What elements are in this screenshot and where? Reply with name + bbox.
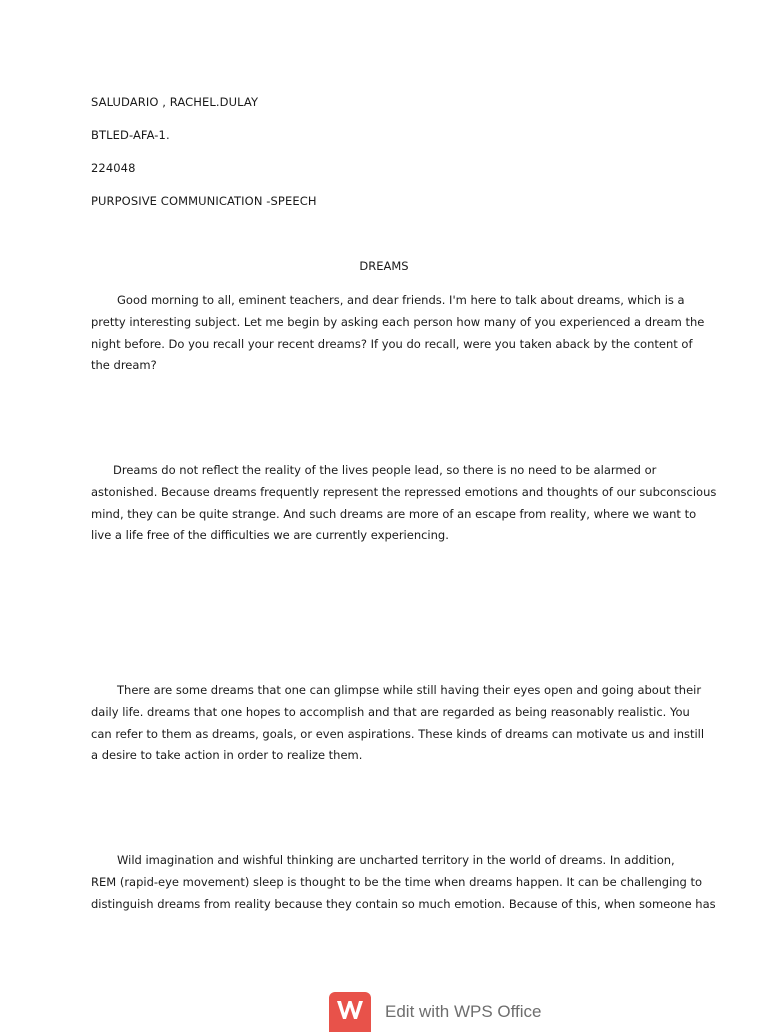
- author-name: SALUDARIO , RACHEL.DULAY: [91, 95, 259, 109]
- paragraph-line: There are some dreams that one can glimpse while still having their eyes open and going about their: [117, 683, 702, 697]
- paragraph-line: night before. Do you recall your recent dreams? If you do recall, were you taken aback by the content of: [91, 336, 693, 351]
- id-number: 224048: [91, 161, 136, 175]
- paragraph-4: [91, 850, 716, 915]
- paragraph-line: mind, they can be quite strange. And such dreams are more of an escape from reality, where we want to: [91, 506, 697, 521]
- paragraph-line: Wild imagination and wishful thinking are uncharted territory in the world of dreams. In addition,: [117, 853, 675, 867]
- subject-line: PURPOSIVE COMMUNICATION -SPEECH: [91, 194, 317, 208]
- paragraph-1: [91, 290, 705, 377]
- wps-logo-icon: [329, 992, 371, 1032]
- paragraph-2: [91, 460, 717, 547]
- paragraph-3: [91, 680, 705, 767]
- paragraph-line: Dreams do not reflect the reality of the lives people lead, so there is no need to be alarmed or: [113, 463, 657, 477]
- paragraph-line: pretty interesting subject. Let me begin by asking each person how many of you experienced a dream the: [91, 314, 705, 329]
- paragraph-line: daily life. dreams that one hopes to accomplish and that are regarded as being reasonably realistic. You: [91, 704, 690, 719]
- paragraph-line: astonished. Because dreams frequently represent the repressed emotions and thoughts of our subconscious: [91, 484, 717, 499]
- paragraph-line: live a life free of the difficulties we are currently experiencing.: [91, 528, 449, 543]
- paragraph-line: distinguish dreams from reality because they contain so much emotion. Because of this, when someone has: [91, 896, 716, 911]
- paragraph-line: Good morning to all, eminent teachers, and dear friends. I'm here to talk about dreams, which is a: [117, 293, 685, 307]
- document-title: DREAMS: [359, 259, 409, 273]
- paragraph-line: can refer to them as dreams, goals, or even aspirations. These kinds of dreams can motivate us and instill: [91, 726, 705, 741]
- paragraph-line: the dream?: [91, 358, 157, 373]
- paragraph-line: REM (rapid-eye movement) sleep is thought to be the time when dreams happen. It can be challenging to: [91, 874, 703, 889]
- course-code: BTLED-AFA-1.: [91, 128, 170, 142]
- wps-label[interactable]: Edit with WPS Office: [385, 1002, 542, 1021]
- paragraph-line: a desire to take action in order to realize them.: [91, 748, 363, 763]
- edit-with-wps-banner[interactable]: [329, 991, 542, 1025]
